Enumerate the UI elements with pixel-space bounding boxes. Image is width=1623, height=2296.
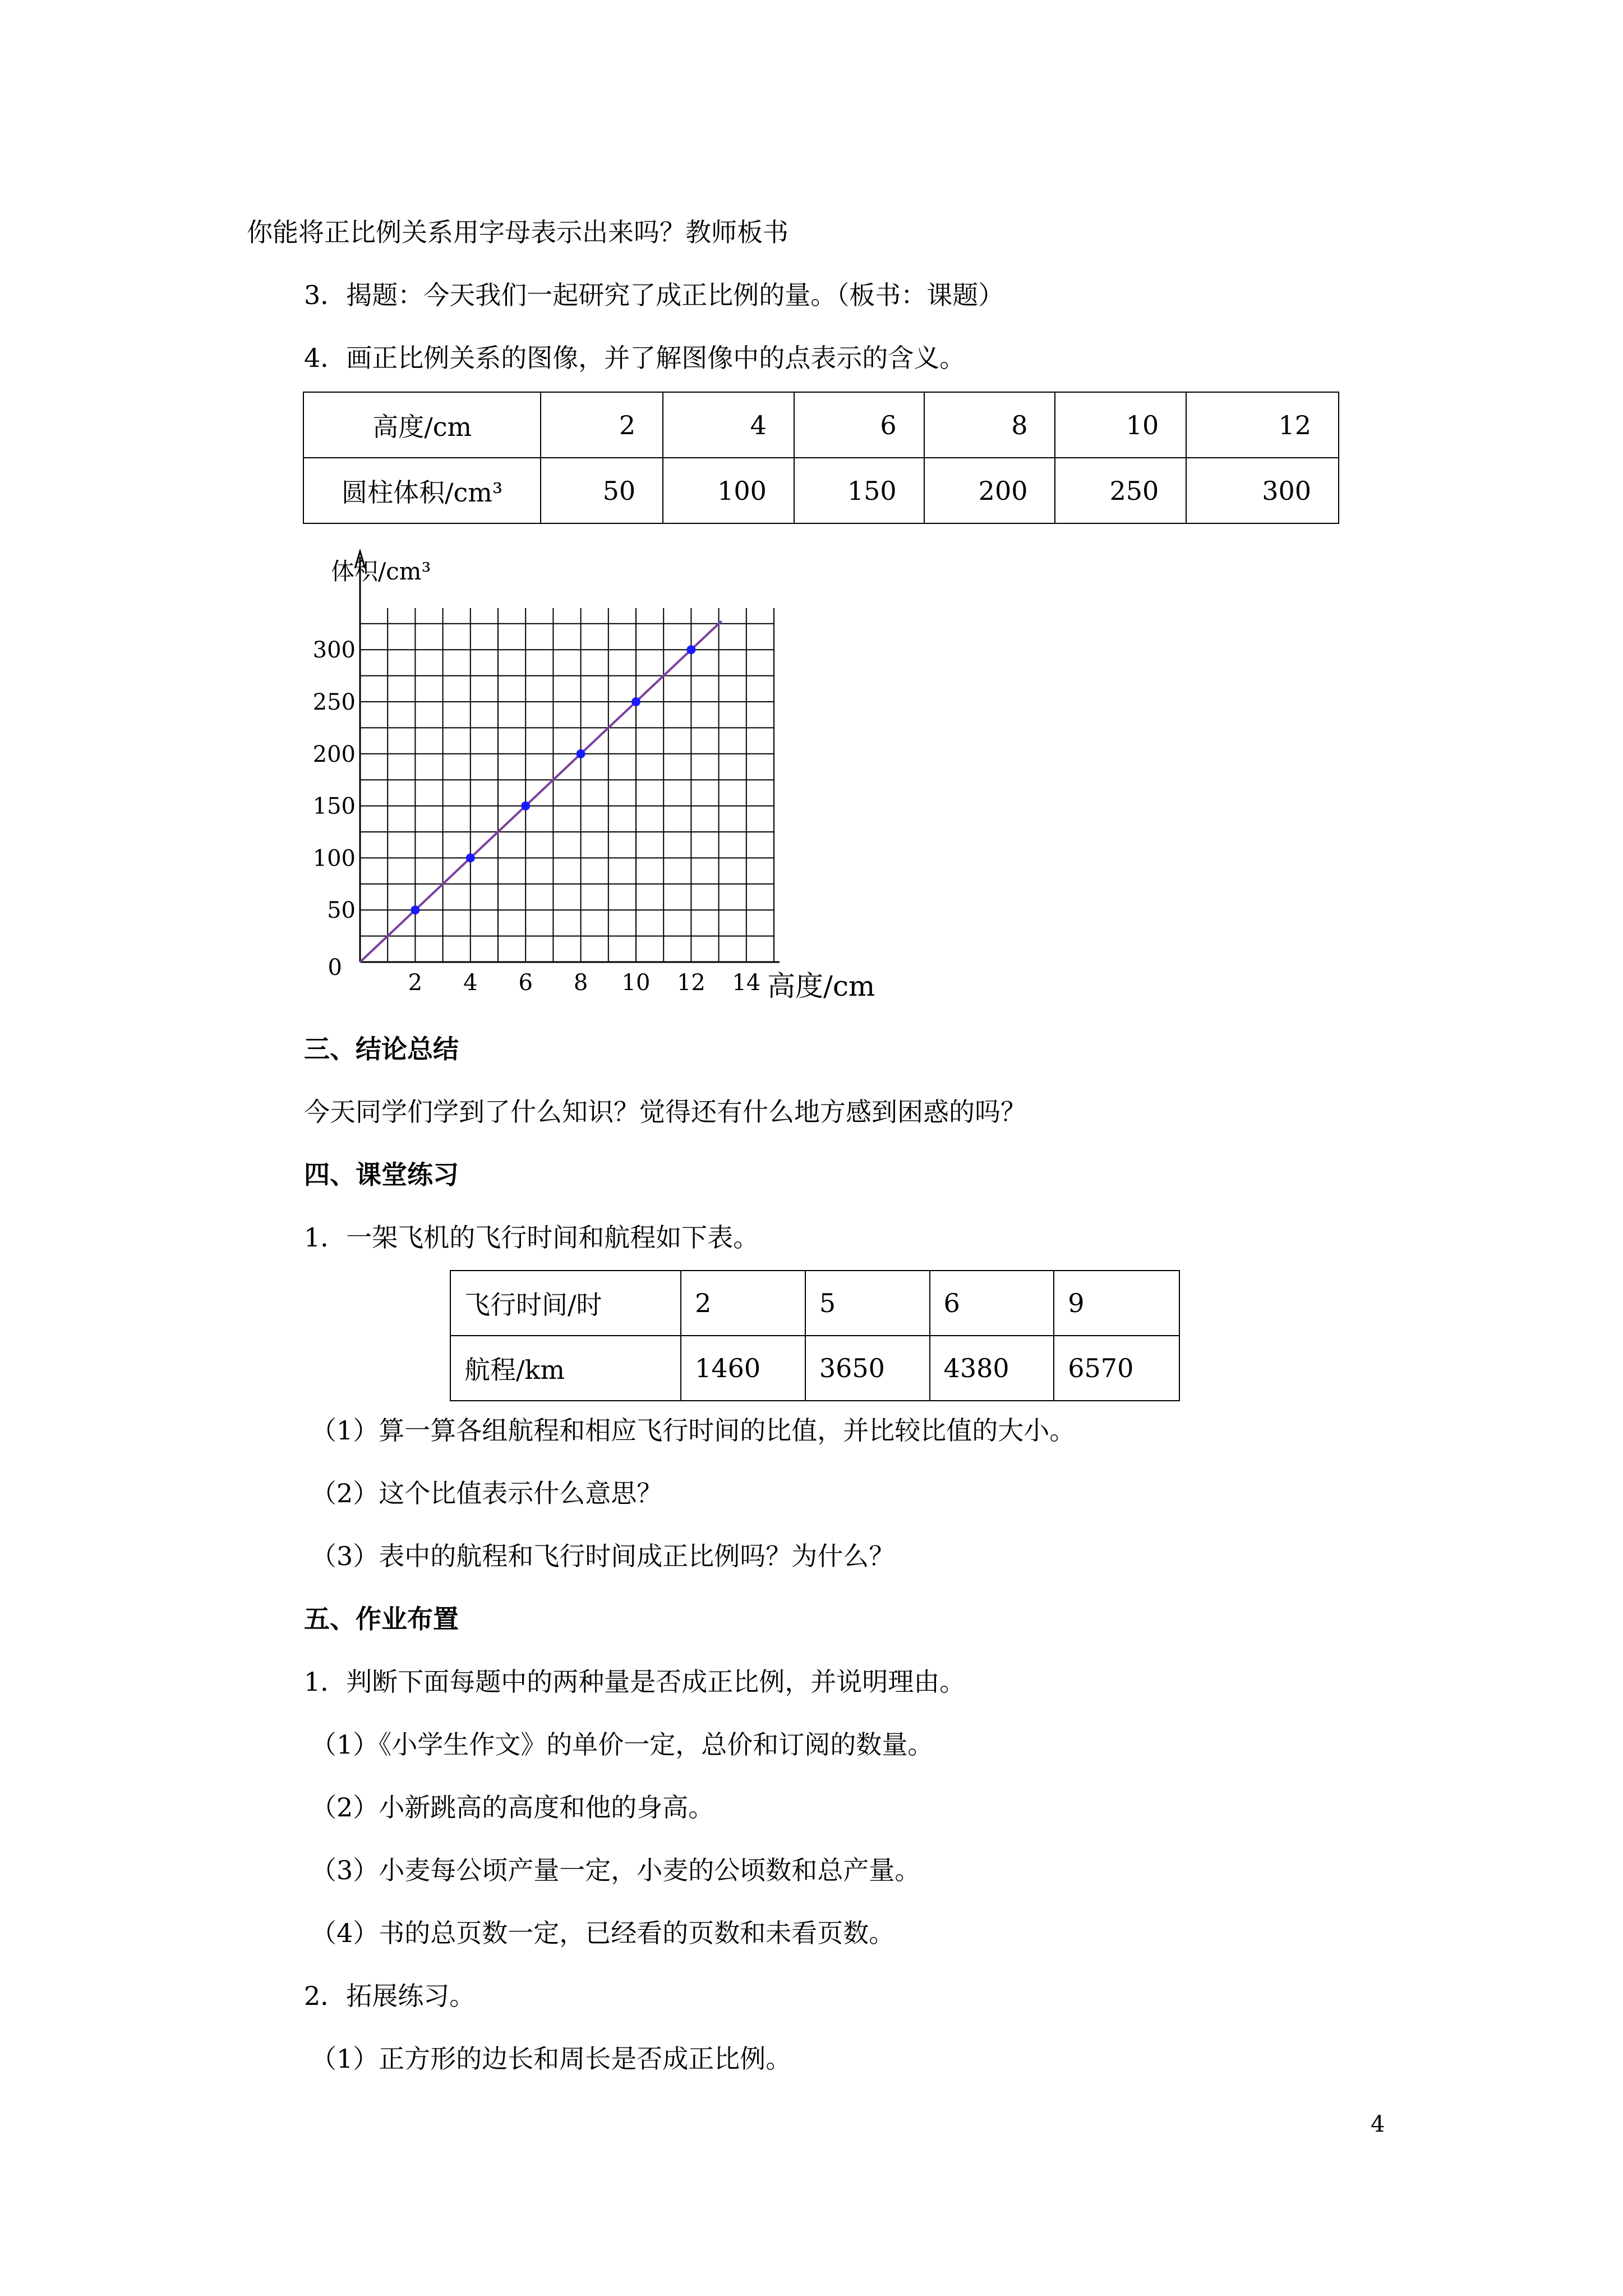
section-heading-practice: 四、课堂练习 [304,1159,459,1190]
table-cell: 9 [1054,1271,1179,1336]
y-tick-label: 100 [312,845,356,872]
data-point [466,853,475,862]
x-tick-label: 2 [408,970,423,996]
paragraph-graph-task: 4．画正比例关系的图像，并了解图像中的点表示的含义。 [304,343,966,373]
y-tick-label: 150 [312,793,356,820]
proportion-graph [292,547,909,1013]
data-point [521,802,530,811]
table-cell: 2 [541,392,663,458]
x-tick-label: 12 [676,970,706,996]
table-cell: 4 [663,392,794,458]
sub-question: （1）正方形的边长和周长是否成正比例。 [311,2044,792,2074]
table-row [450,1336,1179,1401]
paragraph-topic: 3．揭题：今天我们一起研究了成正比例的量。（板书：课题） [304,280,1004,310]
origin-label: 0 [328,955,342,981]
series-line [360,621,722,962]
question-judge: 1．判断下面每题中的两种量是否成正比例，并说明理由。 [304,1667,966,1697]
question-airplane: 1．一架飞机的飞行时间和航程如下表。 [304,1222,759,1253]
table-cell: 5 [805,1271,930,1336]
row-label-height: 高度/cm [303,392,541,458]
y-tick-label: 200 [312,741,356,767]
data-point [411,905,419,914]
paragraph-conclusion: 今天同学们学到了什么知识？觉得还有什么地方感到困惑的吗？ [304,1097,1026,1127]
sub-question: （2）小新跳高的高度和他的身高。 [311,1792,714,1823]
table-cell: 6 [794,392,924,458]
table-row [450,1271,1179,1336]
x-tick-label: 8 [573,970,588,996]
x-tick-label: 4 [463,970,478,996]
table-cell: 200 [924,458,1055,523]
table-cell: 1460 [681,1336,805,1401]
table-cell: 10 [1055,392,1186,458]
row-label-time: 飞行时间/时 [450,1271,681,1336]
y-tick-label: 50 [327,898,356,924]
table-cell: 150 [794,458,924,523]
sub-question: （1）算一算各组航程和相应飞行时间的比值，并比较比值的大小。 [311,1415,1076,1446]
x-tick-label: 10 [621,970,651,996]
question-extension: 2．拓展练习。 [304,1981,476,2011]
data-point [686,645,695,654]
table-cell: 6 [930,1271,1054,1336]
table-cell: 8 [924,392,1055,458]
data-point [631,697,640,706]
y-tick-label: 300 [312,637,356,664]
height-volume-table [303,392,1339,524]
sub-question: （4）书的总页数一定，已经看的页数和未看页数。 [311,1918,895,1948]
table-row [303,392,1339,458]
table-row [303,458,1339,523]
data-point [577,749,585,758]
y-axis-label: 体积/cm³ [331,558,431,585]
table-cell: 6570 [1054,1336,1179,1401]
row-label-volume: 圆柱体积/cm³ [303,458,541,523]
axes [355,551,780,962]
y-tick-label: 250 [312,689,356,715]
sub-question: （3）表中的航程和飞行时间成正比例吗？为什么？ [311,1541,895,1571]
paragraph-formula: 你能将正比例关系用字母表示出来吗？教师板书 [247,217,789,247]
page-number: 4 [1371,2111,1385,2137]
grid-lines [360,608,774,962]
table-cell: 3650 [805,1336,930,1401]
flight-table [450,1270,1180,1401]
sub-question: （3）小麦每公顷产量一定，小麦的公顷数和总产量。 [311,1855,921,1885]
row-label-distance: 航程/km [450,1336,681,1401]
sub-question: （1）《小学生作文》的单价一定，总价和订阅的数量。 [311,1729,934,1760]
table-cell: 300 [1186,458,1339,523]
sub-question: （2）这个比值表示什么意思？ [311,1478,663,1508]
x-tick-label: 14 [732,970,761,996]
table-cell: 12 [1186,392,1339,458]
table-cell: 2 [681,1271,805,1336]
table-cell: 4380 [930,1336,1054,1401]
x-axis-label: 高度/cm [767,970,875,1002]
table-cell: 250 [1055,458,1186,523]
x-tick-label: 6 [518,970,533,996]
table-cell: 50 [541,458,663,523]
section-heading-conclusion: 三、结论总结 [304,1034,459,1064]
section-heading-homework: 五、作业布置 [304,1604,459,1634]
table-cell: 100 [663,458,794,523]
